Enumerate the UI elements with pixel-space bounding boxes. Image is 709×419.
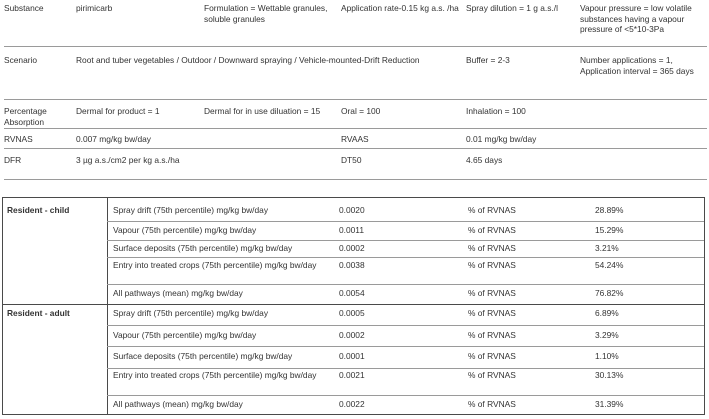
exposure-value: 0.0054 — [339, 288, 365, 298]
percent-value: 54.24% — [595, 260, 624, 270]
percent-value: 3.29% — [595, 330, 619, 340]
cell-vapour-pressure: Vapour pressure = low volatile substances having a vapour pressure of <5*10-3Pa — [580, 3, 692, 34]
exposure-value: 0.0005 — [339, 308, 365, 318]
metric-label: % of RVNAS — [468, 205, 516, 215]
percent-value: 3.21% — [595, 243, 619, 253]
parameters-table — [4, 0, 707, 179]
row-divider — [107, 257, 704, 258]
pathway-label: All pathways (mean) mg/kg bw/day — [113, 288, 243, 298]
pathway-label: Spray drift (75th percentile) mg/kg bw/day — [113, 308, 269, 318]
exposure-value: 0.0020 — [339, 205, 365, 215]
row-divider — [107, 395, 704, 396]
cell-inhalation: Inhalation = 100 — [466, 106, 526, 116]
cell-dermal-product: Dermal for product = 1 — [76, 106, 160, 116]
exposure-value: 0.0038 — [339, 260, 365, 270]
group-label-resident-child: Resident - child — [7, 205, 70, 215]
metric-label: % of RVNAS — [468, 243, 516, 253]
exposure-value: 0.0011 — [339, 225, 364, 235]
percent-value: 6.89% — [595, 308, 619, 318]
row-divider — [107, 325, 704, 326]
metric-label: % of RVNAS — [468, 225, 516, 235]
pathway-label: Spray drift (75th percentile) mg/kg bw/day — [113, 205, 269, 215]
metric-label: % of RVNAS — [468, 330, 516, 340]
pathway-label: Surface deposits (75th percentile) mg/kg bw/day — [113, 243, 293, 253]
row-divider — [107, 368, 704, 369]
cell-label: Percentage Absorption — [4, 106, 47, 127]
table-row-scenario — [4, 46, 707, 100]
exposure-value: 0.0002 — [339, 330, 365, 340]
group-label-resident-adult: Resident - adult — [7, 308, 70, 318]
group-divider — [3, 304, 704, 305]
pathway-label: Entry into treated crops (75th percentile) mg/kg bw/day — [113, 260, 317, 270]
pathway-label: Surface deposits (75th percentile) mg/kg bw/day — [113, 351, 293, 361]
cell-formulation: Formulation = Wettable granules, soluble granules — [204, 3, 328, 24]
percent-value: 1.10% — [595, 351, 619, 361]
metric-label: % of RVNAS — [468, 370, 516, 380]
metric-label: % of RVNAS — [468, 308, 516, 318]
cell-label: Scenario — [4, 55, 38, 65]
percent-value: 30.13% — [595, 370, 624, 380]
table-row-dfr — [4, 148, 707, 180]
cell-rvaas-value: 0.01 mg/kg bw/day — [466, 134, 537, 144]
cell-dt50-label: DT50 — [341, 155, 362, 165]
percent-value: 28.89% — [595, 205, 624, 215]
cell-rvnas-value: 0.007 mg/kg bw/day — [76, 134, 151, 144]
cell-application-rate: Application rate-0.15 kg a.s. /ha — [341, 3, 459, 13]
cell-scenario: Root and tuber vegetables / Outdoor / Downward spraying / Vehicle-mounted-Drift Reduction — [76, 55, 420, 65]
exposure-value: 0.0022 — [339, 399, 365, 409]
table-row-rvnas — [4, 128, 707, 149]
exposure-value: 0.0002 — [339, 243, 365, 253]
metric-label: % of RVNAS — [468, 399, 516, 409]
metric-label: % of RVNAS — [468, 351, 516, 361]
cell-label: RVNAS — [4, 134, 33, 144]
percent-value: 15.29% — [595, 225, 624, 235]
cell-label: Substance — [4, 3, 44, 13]
row-divider — [107, 221, 704, 222]
cell-oral: Oral = 100 — [341, 106, 381, 116]
column-divider — [107, 198, 108, 414]
cell-value: pirimicarb — [76, 3, 113, 13]
percent-value: 76.82% — [595, 288, 624, 298]
exposure-value: 0.0001 — [339, 351, 365, 361]
cell-dfr-value: 3 µg a.s./cm2 per kg a.s./ha — [76, 155, 180, 165]
pathway-label: All pathways (mean) mg/kg bw/day — [113, 399, 243, 409]
cell-applications: Number applications = 1, Application interval = 365 days — [580, 55, 694, 76]
exposure-table — [2, 197, 705, 415]
pathway-label: Entry into treated crops (75th percentile) mg/kg bw/day — [113, 370, 317, 380]
row-divider — [107, 240, 704, 241]
metric-label: % of RVNAS — [468, 288, 516, 298]
pathway-label: Vapour (75th percentile) mg/kg bw/day — [113, 330, 257, 340]
table-row-absorption — [4, 99, 707, 129]
exposure-value: 0.0021 — [339, 370, 365, 380]
cell-dt50-value: 4.65 days — [466, 155, 503, 165]
cell-spray-dilution: Spray dilution = 1 g a.s./l — [466, 3, 558, 13]
row-divider — [107, 346, 704, 347]
cell-rvaas-label: RVAAS — [341, 134, 369, 144]
metric-label: % of RVNAS — [468, 260, 516, 270]
row-divider — [107, 284, 704, 285]
cell-buffer: Buffer = 2-3 — [466, 55, 510, 65]
pathway-label: Vapour (75th percentile) mg/kg bw/day — [113, 225, 257, 235]
cell-label: DFR — [4, 155, 22, 165]
cell-dermal-dilution: Dermal for in use diluation = 15 — [204, 106, 321, 116]
percent-value: 31.39% — [595, 399, 624, 409]
table-row-substance — [4, 0, 707, 46]
